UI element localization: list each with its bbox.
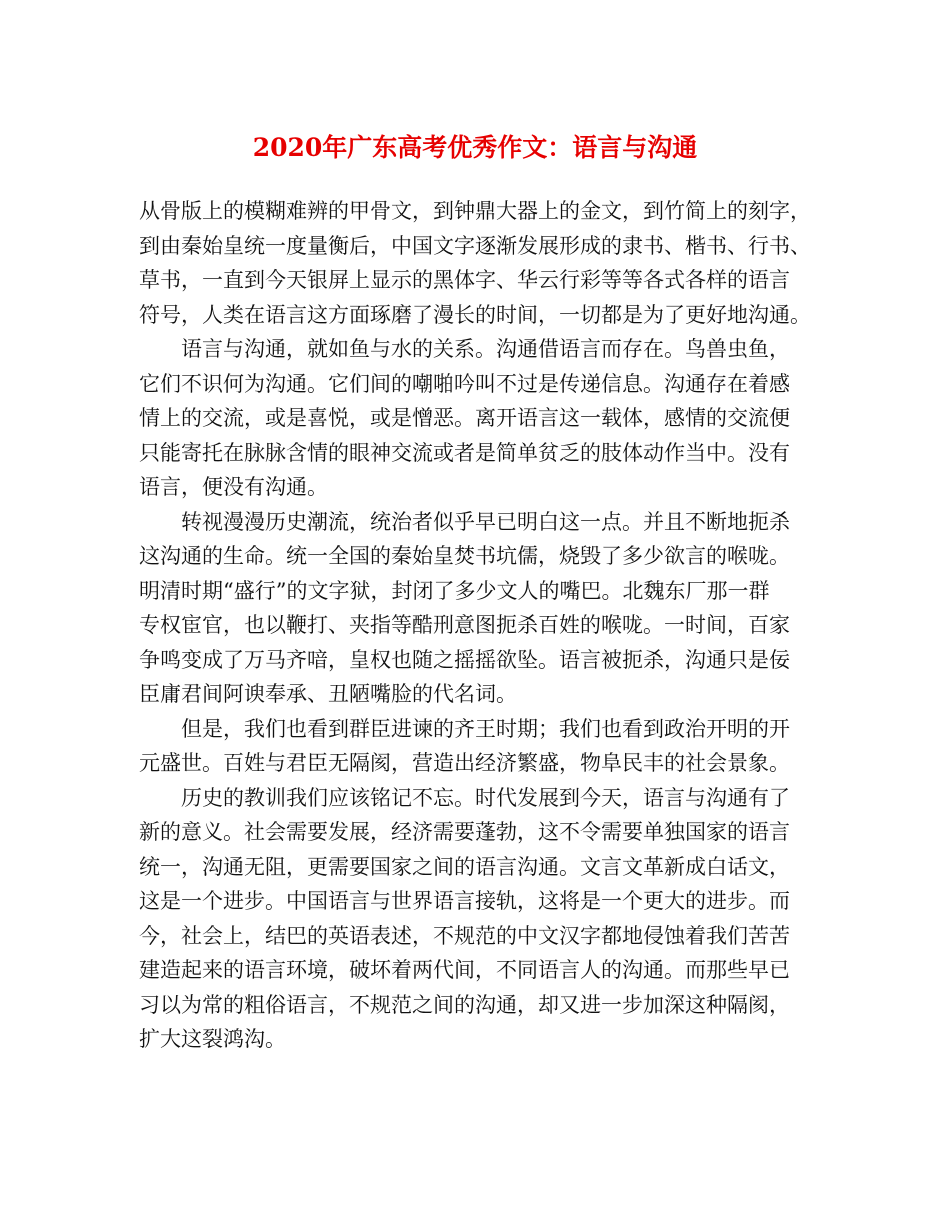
text-line: 扩大这裂鸿沟。 [139, 1027, 286, 1051]
text-line: 它们不识何为沟通。它们间的嘲啪吟叫不过是传递信息。沟通存在着感 [139, 371, 790, 396]
text-line: 情上的交流，或是喜悦，或是憎恶。离开语言这一载体，感情的交流便 [139, 406, 790, 430]
text-line: 新的意义。社会需要发展，经济需要蓬勃，这不令需要单独国家的语言 [139, 820, 790, 844]
text-line: 统一，沟通无阻，更需要国家之间的语言沟通。文言文革新成白话文， [139, 854, 790, 879]
text-line: 这沟通的生命。统一全国的秦始皇焚书坑儒，烧毁了多少欲言的喉咙。 [139, 544, 790, 568]
paragraph [139, 781, 819, 1057]
text-line: 臣庸君间阿谀奉承、丑陋嘴脸的代名词。 [139, 682, 517, 706]
text-line: 语言，便没有沟通。 [139, 475, 328, 499]
document-body [139, 194, 819, 1057]
text-line: 这是一个进步。中国语言与世界语言接轨，这将是一个更大的进步。而 [139, 889, 790, 913]
text-line: 草书，一直到今天银屏上显示的黑体字、华云行彩等等各式各样的语言 [139, 268, 790, 292]
text-line: 从骨版上的模糊难辨的甲骨文，到钟鼎大器上的金文，到竹简上的刻字， [139, 199, 811, 223]
text-line: 转视漫漫历史潮流，统治者似乎早已明白这一点。并且不断地扼杀 [181, 509, 790, 534]
paragraph [139, 712, 819, 781]
text-line: 习以为常的粗俗语言，不规范之间的沟通，却又进一步加深这种隔阂， [139, 992, 790, 1017]
text-line: 争鸣变成了万马齐喑，皇权也随之摇摇欲坠。语言被扼杀，沟通只是佞 [139, 647, 790, 672]
paragraph [139, 194, 819, 332]
text-line: 建造起来的语言环境，破坏着两代间，不同语言人的沟通。而那些早已 [139, 958, 790, 982]
text-line: 专权宦官，也以鞭打、夹指等酷刑意图扼杀百姓的喉咙。一时间，百家 [139, 613, 790, 637]
text-line: 但是，我们也看到群臣进谏的齐王时期；我们也看到政治开明的开 [181, 716, 790, 741]
text-line: 历史的教训我们应该铭记不忘。时代发展到今天，语言与沟通有了 [181, 785, 790, 810]
text-line: 到由秦始皇统一度量衡后，中国文字逐渐发展形成的隶书、楷书、行书、 [139, 233, 811, 258]
text-line: 明清时期“盛行”的文字狱，封闭了多少文人的嘴巴。北魏东厂那一群 [139, 578, 770, 603]
paragraph [139, 505, 819, 712]
text-line: 只能寄托在脉脉含情的眼神交流或者是简单贫乏的肢体动作当中。没有 [139, 440, 790, 465]
text-line: 元盛世。百姓与君臣无隔阂，营造出经济繁盛，物阜民丰的社会景象。 [139, 751, 790, 775]
text-line: 语言与沟通，就如鱼与水的关系。沟通借语言而存在。鸟兽虫鱼， [181, 337, 790, 361]
paragraph [139, 332, 819, 505]
document-title: 2020年广东高考优秀作文：语言与沟通 [252, 133, 698, 162]
text-line: 符号，人类在语言这方面琢磨了漫长的时间，一切都是为了更好地沟通。 [139, 302, 811, 327]
text-line: 今，社会上，结巴的英语表述，不规范的中文汉字都地侵蚀着我们苦苦 [139, 923, 790, 948]
